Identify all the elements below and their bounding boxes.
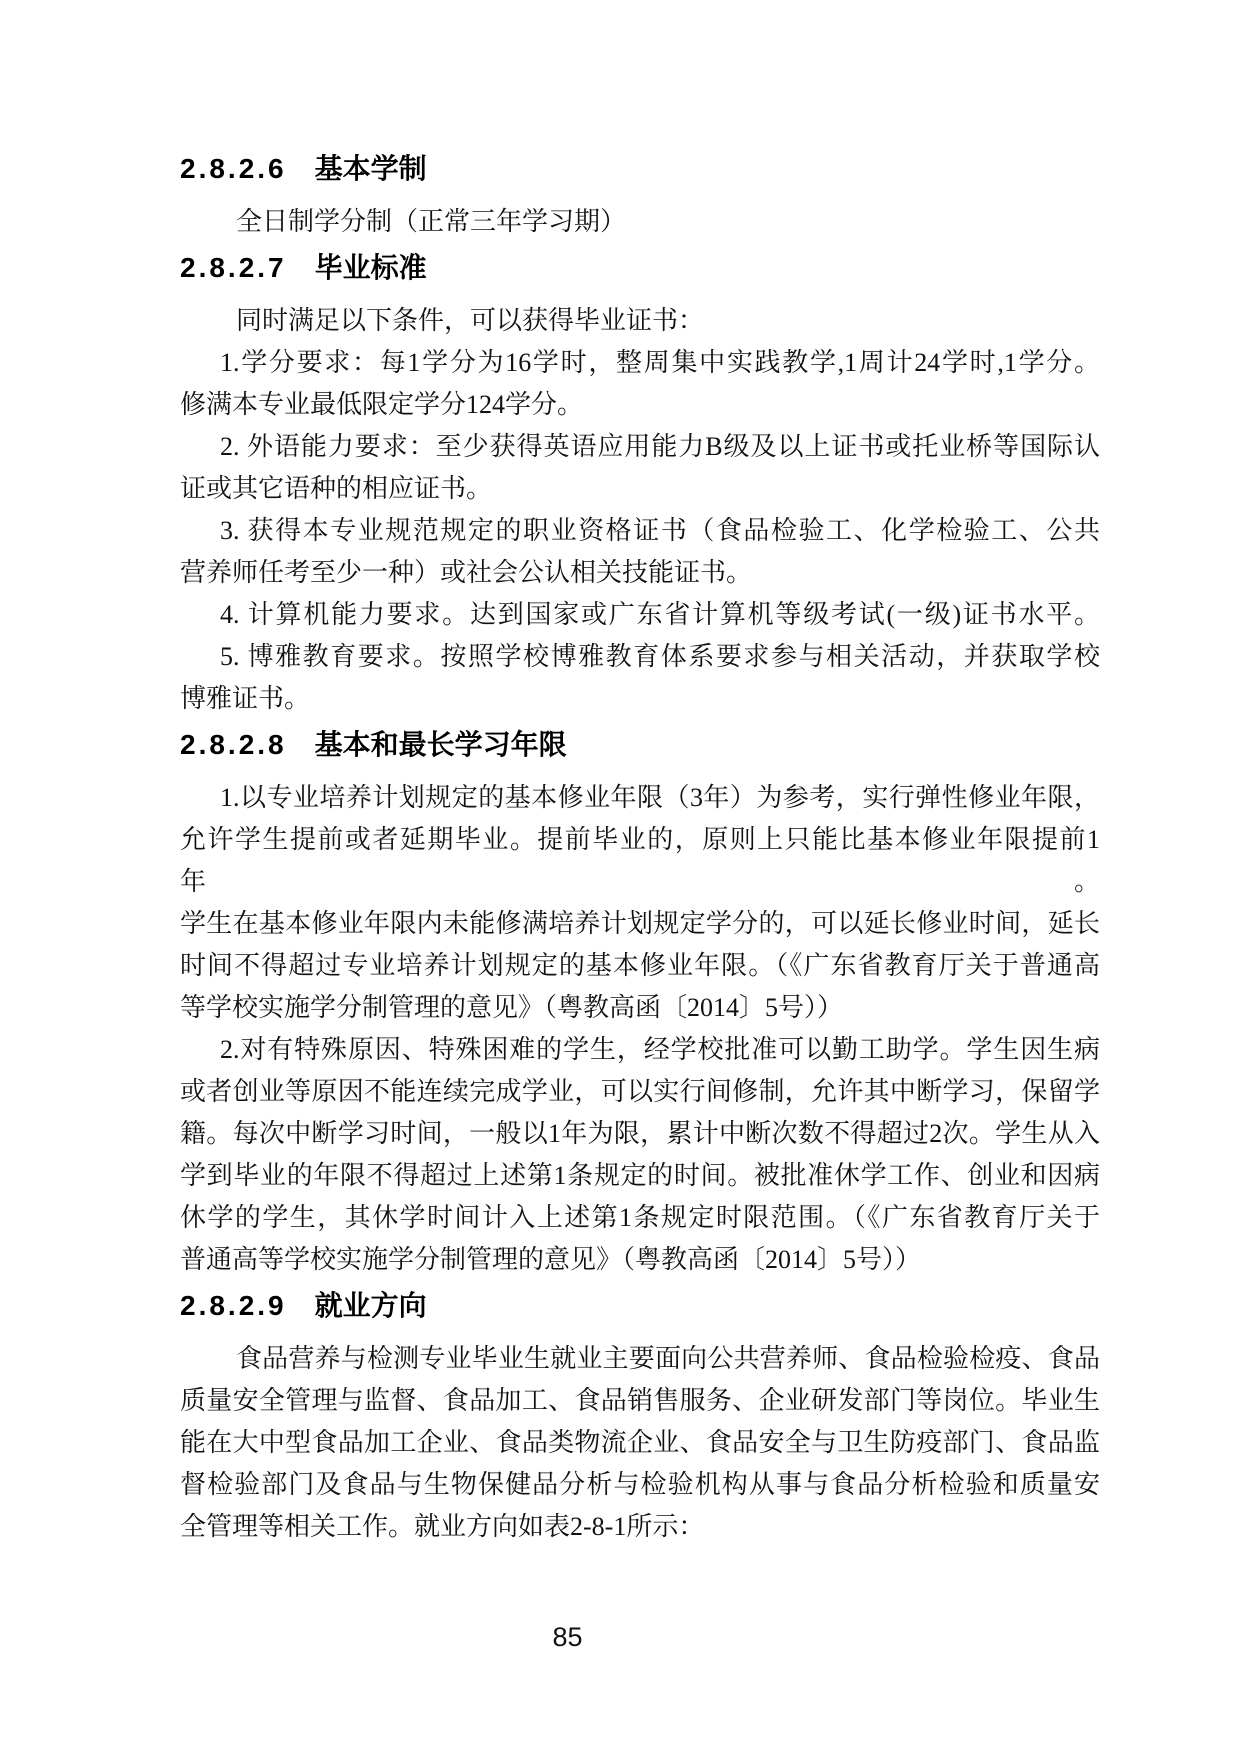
- paragraph-line: 同时满足以下条件，可以获得毕业证书：: [236, 306, 705, 335]
- section-heading-2827: [180, 247, 1100, 289]
- section-title: 基本和最长学习年限: [314, 729, 567, 760]
- paragraph-line: 督检验部门及食品与生物保健品分析与检验机构从事与食品分析检验和质量安: [180, 1470, 1100, 1499]
- paragraph-line: 允许学生提前或者延期毕业。提前毕业的，原则上只能比基本修业年限提前1年。: [180, 825, 1100, 896]
- section-title: 毕业标准: [314, 252, 427, 283]
- paragraph-line: 1.以专业培养计划规定的基本修业年限（3年）为参考，实行弹性修业年限，: [220, 783, 1100, 812]
- paragraph-line: 能在大中型食品加工企业、食品类物流企业、食品安全与卫生防疫部门、食品监: [180, 1428, 1100, 1457]
- paragraph-line: 学到毕业的年限不得超过上述第1条规定的时间。被批准休学工作、创业和因病: [180, 1161, 1100, 1190]
- paragraph-line: 学生在基本修业年限内未能修满培养计划规定学分的，可以延长修业时间，延长: [180, 909, 1100, 938]
- paragraph-line: 证或其它语种的相应证书。: [180, 474, 493, 503]
- section-number: 2.8.2.7: [180, 252, 287, 283]
- section-number: 2.8.2.8: [180, 729, 287, 760]
- section-title: 基本学制: [314, 153, 427, 184]
- paragraph-line: 2. 外语能力要求：至少获得英语应用能力B级及以上证书或托业桥等国际认: [220, 432, 1100, 461]
- paragraph-line: 营养师任考至少一种）或社会公认相关技能证书。: [180, 558, 753, 587]
- paragraph-line: 食品营养与检测专业毕业生就业主要面向公共营养师、食品检验检疫、食品: [236, 1344, 1100, 1373]
- section-number: 2.8.2.6: [180, 153, 287, 184]
- paragraph-line: 籍。每次中断学习时间，一般以1年为限，累计中断次数不得超过2次。学生从入: [180, 1119, 1100, 1148]
- paragraph-line: 博雅证书。: [180, 684, 311, 713]
- document-content: [180, 144, 1100, 1548]
- paragraph-line: 2.对有特殊原因、特殊困难的学生，经学校批准可以勤工助学。学生因生病: [220, 1035, 1100, 1064]
- paragraph-line: 普通高等学校实施学分制管理的意见》（粤教高函〔2014〕5号））: [180, 1245, 922, 1274]
- paragraph-line: 质量安全管理与监督、食品加工、食品销售服务、企业研发部门等岗位。毕业生: [180, 1386, 1100, 1415]
- paragraph-line: 4. 计算机能力要求。达到国家或广东省计算机等级考试(一级)证书水平。: [220, 600, 1100, 629]
- section-heading-2826: [180, 148, 1100, 190]
- paragraph-line: 休学的学生，其休学时间计入上述第1条规定时限范围。（《广东省教育厅关于: [180, 1203, 1100, 1232]
- page-number: 85: [552, 1622, 583, 1652]
- section-title: 就业方向: [314, 1290, 427, 1321]
- section-heading-2828: [180, 724, 1100, 766]
- section-number: 2.8.2.9: [180, 1290, 287, 1321]
- paragraph-line: 或者创业等原因不能连续完成学业，可以实行间修制，允许其中断学习，保留学: [180, 1077, 1100, 1106]
- section-heading-2829: [180, 1285, 1100, 1327]
- paragraph-line: 修满本专业最低限定学分124学分。: [180, 390, 584, 419]
- paragraph-line: 全管理等相关工作。就业方向如表2-8-1所示：: [180, 1512, 705, 1541]
- paragraph-line: 等学校实施学分制管理的意见》（粤教高函〔2014〕5号））: [180, 993, 844, 1022]
- paragraph-line: 1.学分要求：每1学分为16学时，整周集中实践教学,1周计24学时,1学分。: [220, 348, 1100, 377]
- paragraph-line: 全日制学分制（正常三年学习期）: [236, 207, 627, 236]
- paragraph-line: 3. 获得本专业规范规定的职业资格证书（食品检验工、化学检验工、公共: [220, 516, 1100, 545]
- paragraph-line: 5. 博雅教育要求。按照学校博雅教育体系要求参与相关活动，并获取学校: [220, 642, 1100, 671]
- paragraph-line: 时间不得超过专业培养计划规定的基本修业年限。（《广东省教育厅关于普通高: [180, 951, 1100, 980]
